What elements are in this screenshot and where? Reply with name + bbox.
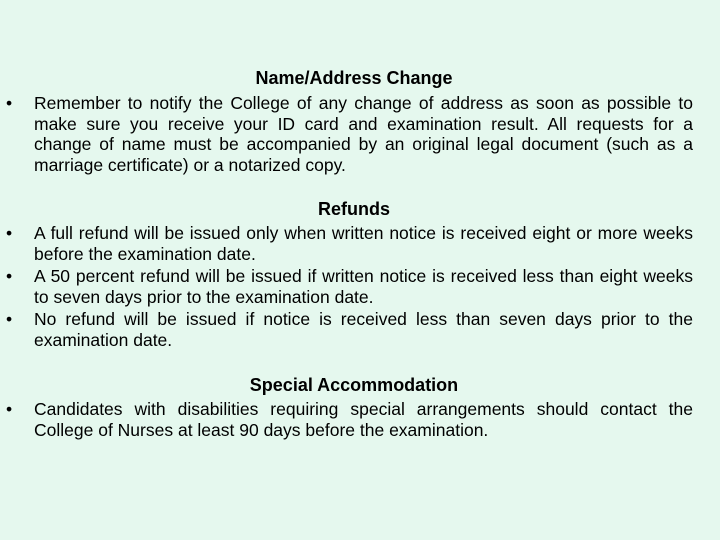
bullet-no-refund: No refund will be issued if notice is received less than seven days prior to the examination date. — [34, 309, 693, 350]
bullet-icon: • — [6, 399, 13, 419]
section-heading-refunds: Refunds — [318, 199, 390, 219]
bullet-special-accommodation: Candidates with disabilities requiring special arrangements should contact the College of Nurses at least 90 days before the examination. — [34, 399, 693, 440]
bullet-full-refund: A full refund will be issued only when written notice is received eight or more weeks before the examination date. — [34, 223, 693, 264]
bullet-partial-refund: A 50 percent refund will be issued if written notice is received less than eight weeks to seven days prior to the examination date. — [34, 266, 693, 307]
bullet-icon: • — [6, 223, 13, 243]
bullet-icon: • — [6, 266, 13, 286]
bullet-name-address-change: Remember to notify the College of any change of address as soon as possible to make sure you receive your ID card and examination result. All requests for a change of name must be accompanied by an original legal document (such as a marriage certificate) or a notarized copy. — [34, 93, 693, 175]
section-heading-special-accommodation: Special Accommodation — [249, 375, 459, 395]
bullet-icon: • — [6, 309, 13, 329]
bullet-icon: • — [6, 93, 13, 113]
section-heading-name-address-change: Name/Address Change — [255, 68, 453, 88]
